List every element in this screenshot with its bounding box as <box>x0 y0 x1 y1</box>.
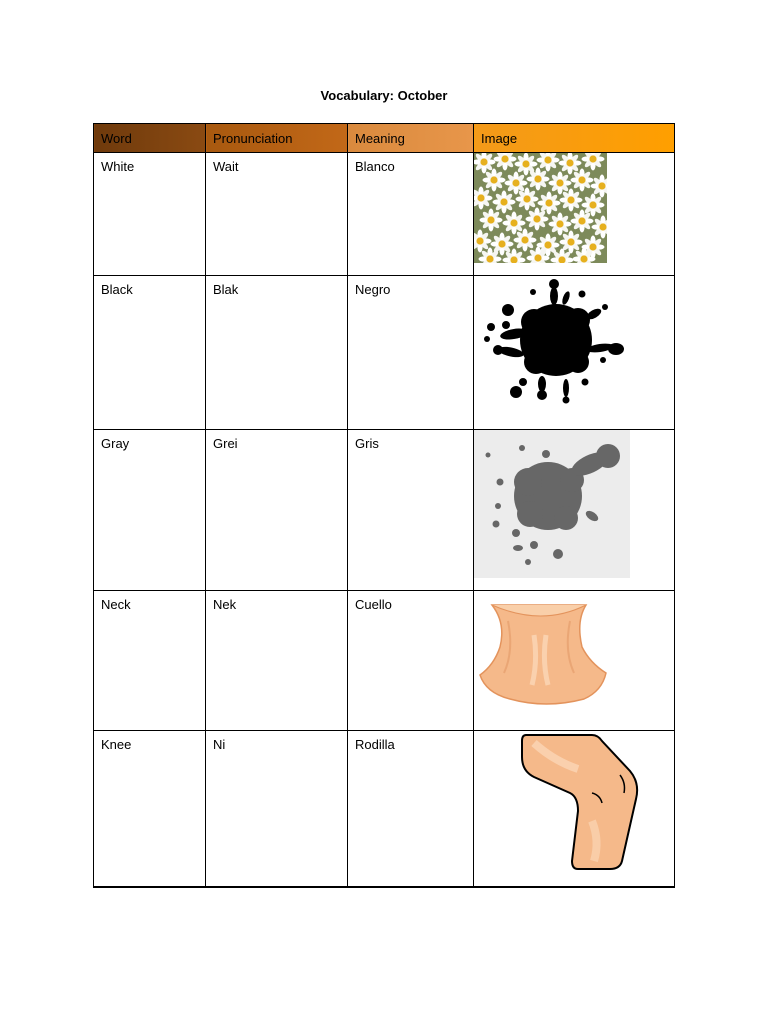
pronunciation-cell: Grei <box>206 430 348 591</box>
header-meaning: Meaning <box>348 124 474 153</box>
pronunciation-cell: Blak <box>206 276 348 430</box>
pronunciation-cell: Wait <box>206 153 348 276</box>
image-cell <box>474 276 675 430</box>
image-cell <box>474 430 675 591</box>
vocabulary-table <box>93 123 675 888</box>
image-cell <box>474 591 675 731</box>
daisies-photo <box>474 153 607 263</box>
header-image: Image <box>474 124 675 153</box>
table-row <box>94 276 675 430</box>
meaning-cell: Rodilla <box>348 731 474 888</box>
gray-splat-icon <box>474 430 630 578</box>
word-cell: Black <box>94 276 206 430</box>
word-cell: White <box>94 153 206 276</box>
meaning-cell: Negro <box>348 276 474 430</box>
image-cell <box>474 731 675 888</box>
word-cell: Neck <box>94 591 206 731</box>
table-row <box>94 731 675 888</box>
word-cell: Knee <box>94 731 206 888</box>
meaning-cell: Blanco <box>348 153 474 276</box>
header-pronunciation: Pronunciation <box>206 124 348 153</box>
meaning-cell: Cuello <box>348 591 474 731</box>
header-word: Word <box>94 124 206 153</box>
knee-illustration <box>474 731 664 871</box>
table-row <box>94 591 675 731</box>
table-row <box>94 153 675 276</box>
meaning-cell: Gris <box>348 430 474 591</box>
pronunciation-cell: Nek <box>206 591 348 731</box>
document-title: Vocabulary: October <box>320 88 448 103</box>
word-cell: Gray <box>94 430 206 591</box>
image-cell <box>474 153 675 276</box>
pronunciation-cell: Ni <box>206 731 348 888</box>
black-splat-icon <box>474 276 634 408</box>
table-row <box>94 430 675 591</box>
neck-illustration <box>474 591 664 709</box>
table-header-row <box>94 124 675 153</box>
